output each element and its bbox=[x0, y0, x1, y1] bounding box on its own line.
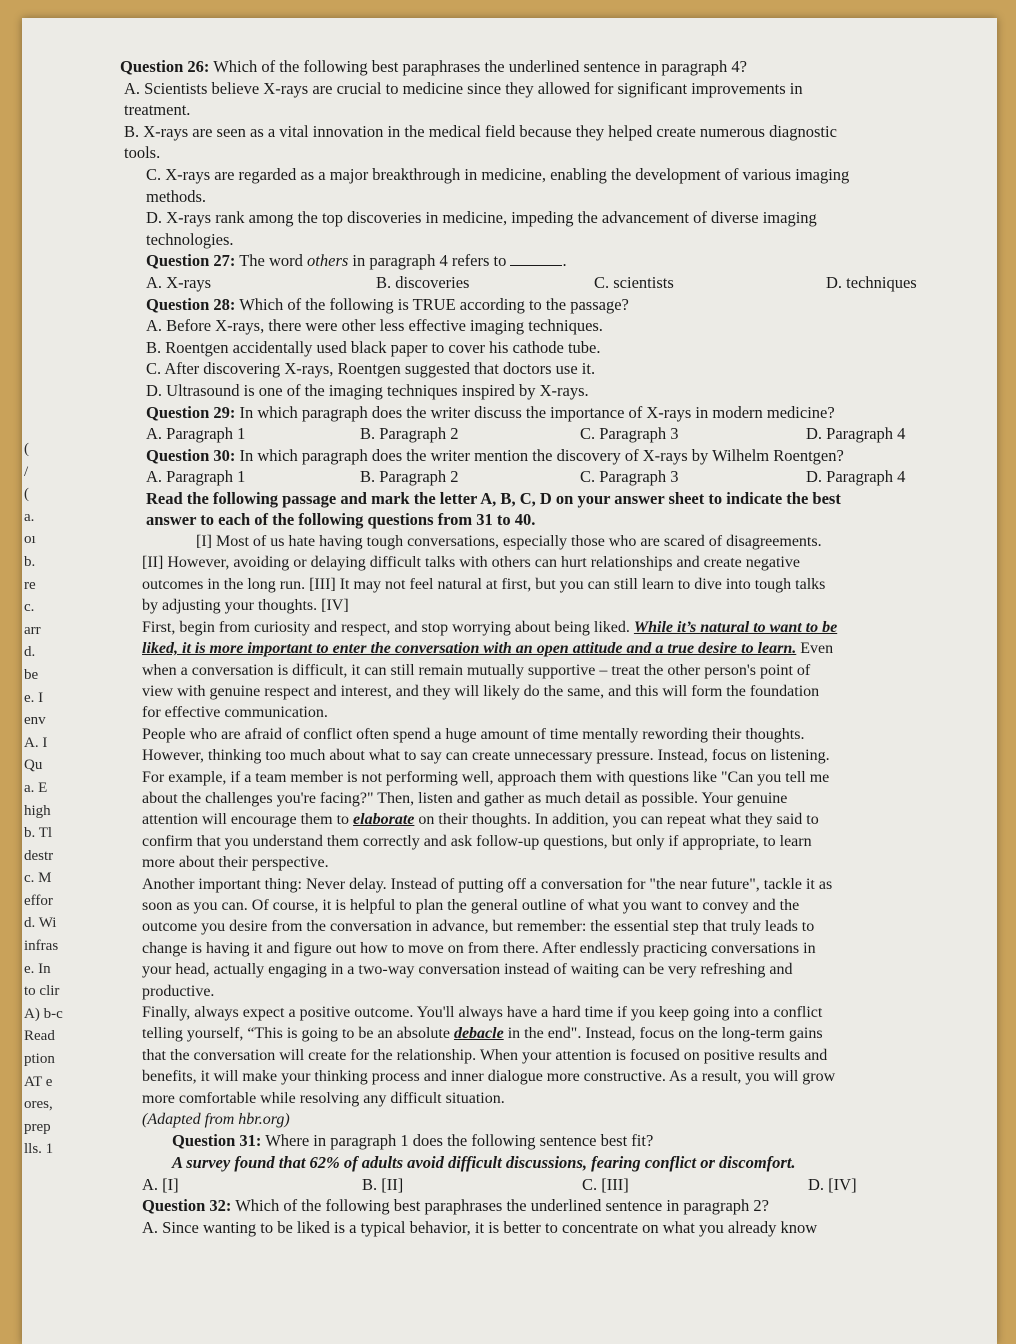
passage-line: outcomes in the long run. [III] It may not feel natural at first, but you can still learn to dive into tough talks bbox=[142, 575, 826, 593]
question-stem: In which paragraph does the writer mention the discovery of X-rays by Wilhelm Roentgen? bbox=[239, 445, 844, 465]
passage-line: outcome you desire from the conversation in advance, but remember: the essential step that truly leads to bbox=[142, 918, 815, 936]
option-a[interactable]: A. X-rays bbox=[146, 272, 212, 292]
passage-line: when a conversation is difficult, it can still remain mutually supportive – treat the other person's point of bbox=[142, 661, 811, 679]
underlined-word: debacle bbox=[453, 1025, 504, 1043]
question-stem: Which of the following is TRUE according to the passage? bbox=[239, 294, 629, 314]
passage-line bbox=[142, 617, 950, 638]
passage-line: by adjusting your thoughts. [IV] bbox=[142, 597, 349, 615]
passage-line: [I] Most of us hate having tough conversations, especially those who are scared of disagreements. bbox=[196, 533, 822, 551]
question-stem: Which of the following best paraphrases the underlined sentence in paragraph 2? bbox=[235, 1196, 769, 1216]
instruction-line-1: Read the following passage and mark the letter A, B, C, D on your answer sheet to indicate the best bbox=[146, 488, 841, 508]
option-d[interactable]: D. techniques bbox=[826, 272, 917, 292]
underlined-word: elaborate bbox=[353, 811, 415, 829]
option-c[interactable]: C. Paragraph 3 bbox=[580, 467, 679, 487]
question-stem: The word bbox=[239, 251, 303, 271]
option-a[interactable]: A. Paragraph 1 bbox=[146, 467, 246, 487]
bleed-line: lls. 1 bbox=[24, 1141, 54, 1158]
passage-line bbox=[142, 809, 950, 830]
question-label: Question 31: bbox=[172, 1131, 262, 1151]
option-a[interactable]: A. Paragraph 1 bbox=[146, 424, 246, 444]
question-label: Question 32: bbox=[142, 1196, 232, 1216]
bleed-line: / bbox=[24, 463, 29, 480]
bleed-line: be bbox=[24, 666, 39, 683]
bleed-line: ption bbox=[24, 1051, 55, 1068]
bleed-line: env bbox=[24, 712, 46, 729]
option-b[interactable]: B. discoveries bbox=[376, 272, 470, 292]
passage-text: First, begin from curiosity and respect, and stop worrying about being liked. bbox=[142, 618, 630, 636]
stem-end: . bbox=[562, 251, 567, 271]
passage-line: confirm that you understand them correctly and ask follow-up questions, but only if appropriate, to learn bbox=[142, 832, 812, 850]
bleed-line: A. I bbox=[24, 734, 48, 751]
bleed-line: A) b-c bbox=[24, 1005, 63, 1022]
passage-line: about the challenges you're facing?" Then, listen and gather as much detail as possible. Your genuine bbox=[142, 789, 788, 807]
insert-sentence: A survey found that 62% of adults avoid difficult discussions, fearing conflict or discomfort. bbox=[172, 1153, 796, 1173]
passage-line bbox=[142, 638, 950, 659]
question-31 bbox=[142, 1130, 950, 1195]
bleed-line: oı bbox=[24, 531, 36, 548]
question-label: Question 26: bbox=[120, 57, 210, 76]
option-a[interactable]: A. Since wanting to be liked is a typical behavior, it is better to concentrate on what you already know bbox=[142, 1217, 818, 1237]
passage-line: more comfortable while resolving any difficult situation. bbox=[142, 1089, 505, 1107]
question-label: Question 28: bbox=[146, 294, 236, 314]
question-label: Question 27: bbox=[146, 251, 236, 271]
bleed-line: c. M bbox=[24, 870, 52, 887]
bleed-line: e. I bbox=[24, 689, 44, 706]
instruction-line-2: answer to each of the following questions from 31 to 40. bbox=[146, 510, 536, 530]
passage-text: Even bbox=[800, 640, 834, 658]
passage-line: Another important thing: Never delay. Instead of putting off a conversation for "the near future", tackle it as bbox=[142, 875, 833, 893]
question-stem-cont: in paragraph 4 refers to bbox=[352, 251, 507, 271]
bleed-line: infras bbox=[24, 938, 59, 955]
bleed-line: ores, bbox=[24, 1096, 53, 1113]
passage-line: that the conversation will create for the relationship. When your attention is focused on positive results and bbox=[142, 1046, 828, 1064]
bleed-line: destr bbox=[24, 847, 54, 864]
reading-passage bbox=[142, 531, 950, 1130]
option-b[interactable]: B. Paragraph 2 bbox=[360, 467, 459, 487]
option-d[interactable]: D. [IV] bbox=[808, 1174, 857, 1194]
option-b[interactable]: B. Roentgen accidentally used black paper to cover his cathode tube. bbox=[146, 337, 601, 357]
option-d[interactable]: D. Ultrasound is one of the imaging techniques inspired by X-rays. bbox=[146, 380, 589, 400]
bleed-line: d. Wi bbox=[24, 915, 57, 932]
option-c[interactable]: C. X-rays are regarded as a major breakthrough in medicine, enabling the development of various imaging bbox=[146, 164, 850, 184]
option-d[interactable]: D. X-rays rank among the top discoveries in medicine, impeding the advancement of diverse imaging bbox=[146, 208, 817, 228]
passage-text: in the end". Instead, focus on the long-term gains bbox=[507, 1025, 823, 1043]
bleed-line: arr bbox=[24, 621, 41, 638]
exam-content bbox=[120, 56, 950, 1238]
passage-line: productive. bbox=[142, 982, 215, 1000]
bleed-line: re bbox=[24, 576, 36, 593]
passage-line: [II] However, avoiding or delaying difficult talks with others can hurt relationships and create negative bbox=[142, 554, 800, 572]
passage-line: soon as you can. Of course, it is helpful to plan the general outline of what you want to convey and the bbox=[142, 896, 800, 914]
bleed-line: AT e bbox=[24, 1073, 53, 1090]
option-c-cont: methods. bbox=[146, 186, 207, 206]
answer-blank bbox=[510, 251, 562, 266]
bleed-line: b. bbox=[24, 553, 36, 570]
option-a[interactable]: A. Scientists believe X-rays are crucial to medicine since they allowed for significant improvements in bbox=[124, 78, 803, 98]
option-b-cont: tools. bbox=[124, 143, 161, 163]
question-stem: Where in paragraph 1 does the following sentence best fit? bbox=[265, 1131, 654, 1151]
option-b[interactable]: B. Paragraph 2 bbox=[360, 424, 459, 444]
passage-line: for effective communication. bbox=[142, 704, 328, 722]
passage-line: change is having it and figure out how to move on from there. After endlessly practicing conversations in bbox=[142, 939, 816, 957]
question-32 bbox=[142, 1195, 950, 1238]
passage-line: view with genuine respect and interest, and they will likely do the same, and this will form the foundation bbox=[142, 682, 820, 700]
option-c[interactable]: C. Paragraph 3 bbox=[580, 424, 679, 444]
bleed-line: high bbox=[24, 802, 51, 819]
question-label: Question 29: bbox=[146, 402, 236, 422]
underlined-sentence-cont: liked, it is more important to enter the conversation with an open attitude and a true desire to learn. bbox=[142, 640, 797, 658]
question-26 bbox=[120, 56, 950, 250]
exam-sheet bbox=[22, 18, 997, 1344]
bleed-line: effor bbox=[24, 892, 53, 909]
passage-line: For example, if a team member is not performing well, approach them with questions like "Can you tell me bbox=[142, 768, 830, 786]
passage-text: telling yourself, “This is going to be an absolute bbox=[142, 1025, 450, 1043]
option-d-cont: technologies. bbox=[146, 229, 234, 249]
underlined-sentence: While it’s natural to want to be bbox=[633, 618, 838, 636]
option-c[interactable]: C. scientists bbox=[594, 272, 674, 292]
passage-source: (Adapted from hbr.org) bbox=[142, 1111, 290, 1129]
option-b[interactable]: B. X-rays are seen as a vital innovation in the medical field because they helped create numerous diagnostic bbox=[124, 121, 837, 141]
question-27 bbox=[120, 250, 950, 293]
passage-line: Finally, always expect a positive outcome. You'll always have a hard time if you keep going into a conflict bbox=[142, 1004, 823, 1021]
question-stem: Which of the following best paraphrases the underlined sentence in paragraph 4? bbox=[213, 57, 747, 76]
question-label: Question 30: bbox=[146, 445, 236, 465]
option-d[interactable]: D. Paragraph 4 bbox=[806, 424, 906, 444]
bleed-line: Read bbox=[24, 1028, 55, 1045]
option-d[interactable]: D. Paragraph 4 bbox=[806, 467, 906, 487]
question-30 bbox=[120, 445, 950, 488]
bleed-line: d. bbox=[24, 644, 36, 661]
bleed-line: b. Tl bbox=[24, 825, 53, 842]
bleed-line: prep bbox=[24, 1118, 51, 1135]
left-margin-bleed bbox=[24, 438, 99, 1161]
passage-text: on their thoughts. In addition, you can repeat what they said to bbox=[418, 811, 819, 829]
bleed-line: ( bbox=[24, 441, 29, 457]
section-instruction bbox=[120, 488, 950, 531]
bleed-line: to clir bbox=[24, 983, 60, 1000]
passage-line bbox=[142, 1023, 950, 1044]
bleed-line: e. In bbox=[24, 960, 51, 977]
option-a[interactable]: A. Before X-rays, there were other less effective imaging techniques. bbox=[146, 316, 603, 336]
passage-text: attention will encourage them to bbox=[142, 811, 350, 829]
option-a-cont: treatment. bbox=[124, 100, 191, 120]
question-stem: In which paragraph does the writer discuss the importance of X-rays in modern medicine? bbox=[239, 402, 835, 422]
bleed-line: a. E bbox=[24, 779, 48, 796]
passage-line: People who are afraid of conflict often spend a huge amount of time mentally rewording their thoughts. bbox=[142, 725, 805, 743]
option-c[interactable]: C. After discovering X-rays, Roentgen suggested that doctors use it. bbox=[146, 359, 596, 379]
bleed-line: a. bbox=[24, 508, 35, 525]
question-29 bbox=[120, 402, 950, 445]
question-28 bbox=[120, 294, 950, 402]
bleed-line: ( bbox=[24, 486, 29, 503]
bleed-line: c. bbox=[24, 599, 35, 616]
referent-word: others bbox=[307, 251, 349, 271]
option-c[interactable]: C. [III] bbox=[582, 1174, 629, 1194]
passage-line: However, thinking too much about what to say can create unnecessary pressure. Instead, focus on listening. bbox=[142, 747, 830, 765]
passage-line: benefits, it will make your thinking process and inner dialogue more constructive. As a result, you will grow bbox=[142, 1068, 836, 1086]
option-b[interactable]: B. [II] bbox=[362, 1174, 404, 1194]
bleed-line: Qu bbox=[24, 757, 43, 774]
passage-line: more about their perspective. bbox=[142, 854, 329, 872]
option-a[interactable]: A. [I] bbox=[142, 1174, 179, 1194]
passage-line: your head, actually engaging in a two-way conversation instead of waiting can be very refreshing and bbox=[142, 961, 793, 979]
